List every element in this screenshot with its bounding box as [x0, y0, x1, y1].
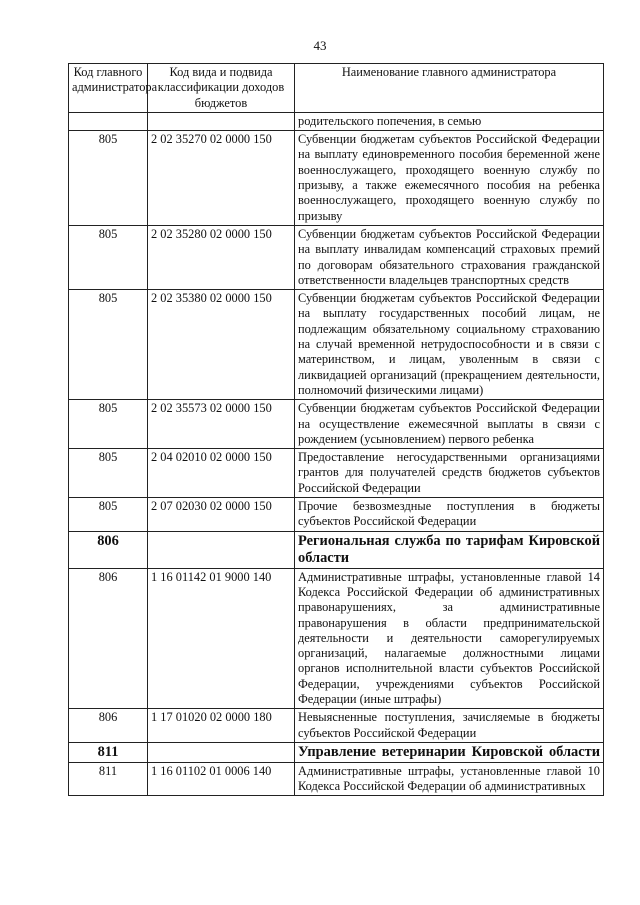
revenue-code-cell: 2 02 35380 02 0000 150 — [148, 290, 295, 400]
revenue-code-cell: 1 17 01020 02 0000 180 — [148, 709, 295, 743]
admin-code-cell: 805 — [69, 131, 148, 226]
revenue-code-cell: 2 07 02030 02 0000 150 — [148, 498, 295, 532]
revenue-code-cell — [148, 531, 295, 568]
table-row — [69, 225, 604, 289]
admin-name-cell: Невыясненные поступления, зачисляемые в бюджеты субъектов Российской Федерации — [295, 709, 604, 743]
revenue-administrators-table — [68, 63, 604, 796]
header-admin-name: Наименование главного администратора — [295, 64, 604, 113]
admin-name-cell: Региональная служба по тарифам Кировской области — [295, 531, 604, 568]
admin-code-cell: 806 — [69, 568, 148, 709]
admin-code-cell: 805 — [69, 400, 148, 449]
administrator-heading-row — [69, 531, 604, 568]
revenue-code-cell: 1 16 01102 01 0006 140 — [148, 762, 295, 796]
revenue-code-cell: 2 02 35573 02 0000 150 — [148, 400, 295, 449]
revenue-code-cell: 1 16 01142 01 9000 140 — [148, 568, 295, 709]
header-revenue-code: Код вида и подвида классификации доходов бюджетов — [148, 64, 295, 113]
admin-name-cell: Субвенции бюджетам субъектов Российской Федерации на выплату единовременного пособия беременной жене военнослужащего, проходящего военную службу по призыву, а также ежемесячного пособия на ребенка военнослужащего, проходящего военную службу по призыву — [295, 131, 604, 226]
admin-code-cell: 806 — [69, 531, 148, 568]
revenue-code-cell: 2 04 02010 02 0000 150 — [148, 449, 295, 498]
table-row — [69, 131, 604, 226]
table-row — [69, 112, 604, 130]
admin-code-cell: 805 — [69, 498, 148, 532]
revenue-code-cell: 2 02 35270 02 0000 150 — [148, 131, 295, 226]
admin-name-cell: Административные штрафы, установленные главой 10 Кодекса Российской Федерации об административных — [295, 762, 604, 796]
admin-code-cell: 806 — [69, 709, 148, 743]
table-row — [69, 498, 604, 532]
table-row — [69, 400, 604, 449]
revenue-code-cell — [148, 742, 295, 762]
table-row — [69, 568, 604, 709]
admin-name-cell: Предоставление негосударственными организациями грантов для получателей средств бюджетов субъектов Российской Федерации — [295, 449, 604, 498]
table-row — [69, 762, 604, 796]
admin-code-cell — [69, 112, 148, 130]
page-number: 43 — [313, 38, 327, 53]
table-body — [69, 112, 604, 796]
admin-code-cell: 811 — [69, 762, 148, 796]
table-row — [69, 709, 604, 743]
admin-name-cell: Управление ветеринарии Кировской области — [295, 742, 604, 762]
admin-name-cell: Прочие безвозмездные поступления в бюджеты субъектов Российской Федерации — [295, 498, 604, 532]
admin-code-cell: 805 — [69, 449, 148, 498]
admin-code-cell: 811 — [69, 742, 148, 762]
admin-name-cell: родительского попечения, в семью — [295, 112, 604, 130]
admin-name-cell: Административные штрафы, установленные главой 14 Кодекса Российской Федерации об административных правонарушениях, за административные правонарушения в области предпринимательской деятельности и деятельности саморегулируемых организаций, налагаемые должностными лицами органов исполнительной власти субъектов Российской Федерации, учреждениями субъектов Российской Федерации (иные штрафы) — [295, 568, 604, 709]
admin-name-cell: Субвенции бюджетам субъектов Российской Федерации на выплату инвалидам компенсаций страховых премий по договорам обязательного страхования гражданской ответственности владельцев транспортных средств — [295, 225, 604, 289]
admin-code-cell: 805 — [69, 290, 148, 400]
admin-name-cell: Субвенции бюджетам субъектов Российской Федерации на осуществление ежемесячной выплаты в связи с рождением (усыновлением) первого ребенка — [295, 400, 604, 449]
table-row — [69, 449, 604, 498]
header-admin-code: Код главного администратора — [69, 64, 148, 113]
administrator-heading-row — [69, 742, 604, 762]
table-row — [69, 290, 604, 400]
table-header-row — [69, 64, 604, 113]
admin-code-cell: 805 — [69, 225, 148, 289]
admin-name-cell: Субвенции бюджетам субъектов Российской Федерации на выплату государственных пособий лицам, не подлежащим обязательному социальному страхованию на случай временной нетрудоспособности и в связи с материнством, и лицам, уволенным в связи с ликвидацией организаций (прекращением деятельности, полномочий физическими лицами) — [295, 290, 604, 400]
revenue-code-cell: 2 02 35280 02 0000 150 — [148, 225, 295, 289]
revenue-code-cell — [148, 112, 295, 130]
